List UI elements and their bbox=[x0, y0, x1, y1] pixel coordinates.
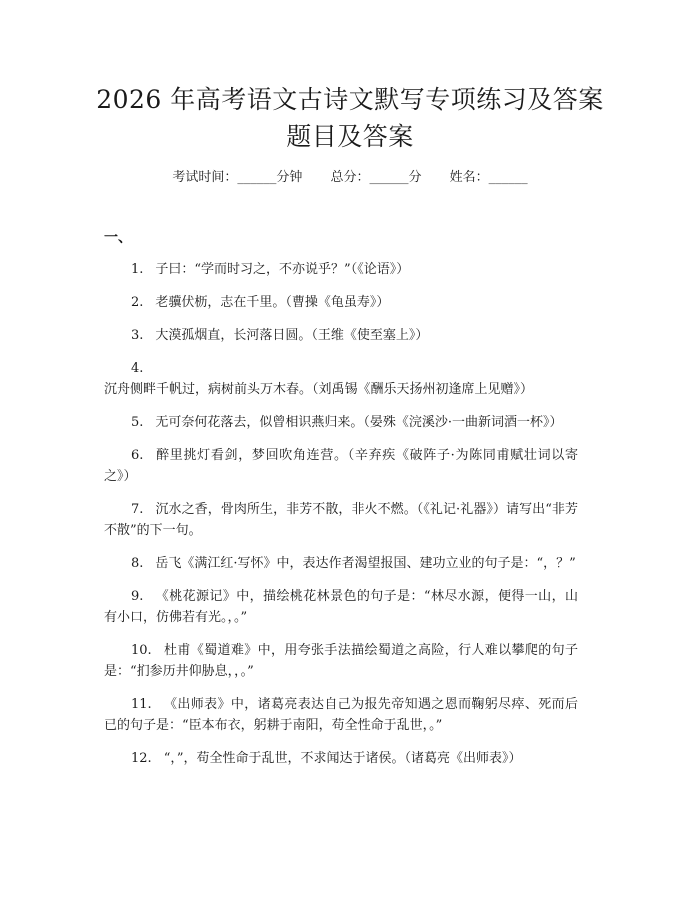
question-text: 子曰：“学而时习之，不亦说乎？”（《论语》） bbox=[155, 262, 410, 277]
exam-time-field bbox=[172, 170, 306, 185]
total-score-blank: ______ bbox=[369, 170, 409, 185]
exam-time-blank: ______ bbox=[237, 170, 277, 185]
question-number: 1. bbox=[131, 262, 144, 277]
question-item bbox=[104, 412, 578, 433]
question-item bbox=[104, 553, 578, 574]
question-text: 大漠孤烟直，长河落日圆。（王维《使至塞上》） bbox=[155, 328, 429, 343]
question-text: 老骥伏枥，志在千里。（曹操《龟虽寿》） bbox=[155, 295, 390, 310]
question-text: “，”，苟全性命于乱世，不求闻达于诸侯。（诸葛亮《出师表》） bbox=[163, 751, 522, 766]
exam-info-row bbox=[0, 169, 700, 187]
question-text: 岳飞《满江红·写怀》中，表达作者渴望报国、建功立业的句子是：“，？” bbox=[155, 556, 576, 571]
page-subtitle: 题目及答案 bbox=[286, 122, 414, 151]
question-number: 8. bbox=[131, 556, 144, 571]
question-item bbox=[104, 292, 578, 313]
question-text: 杜甫《蜀道难》中，用夸张手法描绘蜀道之高险，行人难以攀爬的句子是：“扪参历井仰胁息，，。” bbox=[104, 643, 578, 679]
question-item bbox=[104, 445, 578, 487]
question-text: 无可奈何花落去，似曾相识燕归来。（晏殊《浣溪沙·一曲新词酒一杯》） bbox=[155, 415, 563, 430]
question-number: 10. bbox=[131, 643, 152, 658]
question-item bbox=[104, 694, 578, 736]
question-text: 《出师表》中，诸葛亮表达自己为报先帝知遇之恩而鞠躬尽瘁、死而后已的句子是：“臣本布衣，躬耕于南阳，苟全性命于乱世，。” bbox=[104, 697, 578, 733]
total-score-field bbox=[330, 170, 425, 185]
question-number: 11. bbox=[131, 697, 152, 712]
exam-time-unit: 分钟 bbox=[276, 170, 303, 185]
question-text: 《桃花源记》中，描绘桃花林景色的句子是：“林尽水源，便得一山，山有小口，仿佛若有光。，。” bbox=[104, 589, 578, 625]
question-number: 3. bbox=[131, 328, 144, 343]
question-text: 沉水之香，骨肉所生，非芳不散，非火不燃。（《礼记·礼器》）请写出“非芳不散”的下一句。 bbox=[104, 502, 578, 538]
question-list bbox=[104, 259, 578, 781]
total-score-label: 总分： bbox=[330, 170, 370, 185]
total-score-unit: 分 bbox=[408, 170, 422, 185]
question-item bbox=[104, 325, 578, 346]
question-item bbox=[104, 586, 578, 628]
question-item bbox=[104, 748, 578, 769]
student-name-label: 姓名： bbox=[449, 170, 489, 185]
question-number: 6. bbox=[131, 448, 144, 463]
question-number: 7. bbox=[131, 502, 144, 517]
question-item bbox=[104, 499, 578, 541]
question-number: 9. bbox=[131, 589, 144, 604]
question-number: 5. bbox=[131, 415, 144, 430]
section-heading: 一、 bbox=[104, 230, 132, 246]
question-text: 醉里挑灯看剑，梦回吹角连营。（辛弃疾《破阵子·为陈同甫赋壮词以寄之》） bbox=[104, 448, 578, 484]
question-number: 4. bbox=[131, 361, 144, 376]
question-item bbox=[104, 259, 578, 280]
question-number: 12. bbox=[131, 751, 152, 766]
student-name-field bbox=[450, 170, 528, 185]
exam-time-label: 考试时间： bbox=[172, 170, 238, 185]
student-name-blank: ______ bbox=[488, 170, 528, 185]
question-number: 2. bbox=[131, 295, 144, 310]
question-item bbox=[104, 640, 578, 682]
question-item bbox=[104, 358, 578, 400]
page-title: 2026 年高考语文古诗文默写专项练习及答案 bbox=[96, 85, 604, 114]
question-text: 沉舟侧畔千帆过，病树前头万木春。（刘禹锡《酬乐天扬州初逢席上见赠》） bbox=[104, 382, 534, 397]
